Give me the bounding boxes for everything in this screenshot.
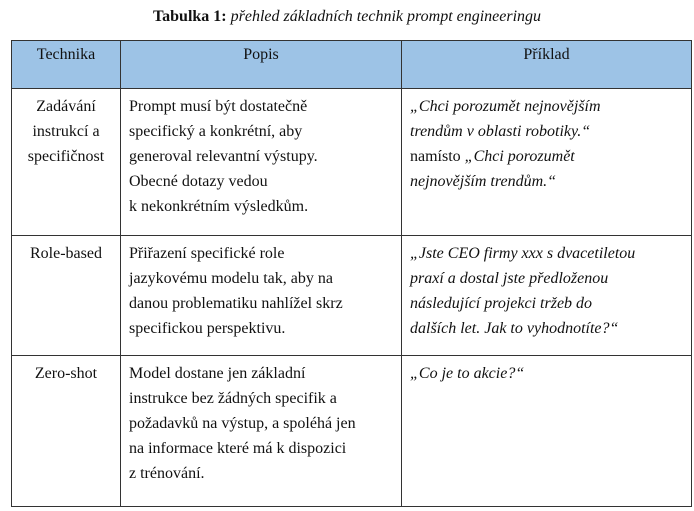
description-line: Prompt musí být dostatečně	[129, 98, 308, 115]
technique-line: Role-based	[30, 245, 102, 262]
description-line: instrukce bez žádných specifik a	[129, 390, 337, 407]
techniques-table	[11, 40, 692, 507]
description-line: požadavků na výstup, a spoléhá jen	[129, 415, 356, 432]
description-cell	[121, 356, 402, 507]
technique-cell	[12, 236, 121, 356]
technique-line: specifičnost	[27, 148, 105, 165]
description-line: specifickou perspektivu.	[129, 320, 286, 337]
technique-line: Zero-shot	[34, 365, 98, 382]
description-line: generoval relevantní výstupy.	[129, 148, 318, 165]
description-line: Model dostane jen základní	[129, 365, 306, 382]
table-row	[12, 356, 692, 507]
table-row	[12, 89, 692, 236]
technique-line: Zadávání	[36, 98, 96, 115]
example-connector: namísto	[410, 148, 465, 165]
description-line: jazykovému modelu tak, aby na	[129, 270, 333, 287]
description-cell	[121, 89, 402, 236]
example-line: trendům v oblasti robotiky.“	[410, 123, 591, 140]
example-line: praxí a dostal jste předloženou	[410, 270, 609, 287]
header-description: Popis	[121, 41, 402, 89]
description-line: Obecné dotazy vedou	[129, 173, 268, 190]
caption-text: přehled základních technik prompt engineeringu	[230, 8, 542, 25]
example-line: nejnovějším trendům.“	[410, 173, 557, 190]
description-line: specifický a konkrétní, aby	[129, 123, 303, 140]
example-line: „Chci porozumět nejnovějším	[410, 98, 601, 115]
description-line: na informace které má k dispozici	[129, 440, 347, 457]
table-caption	[0, 7, 694, 27]
example-cell	[402, 89, 692, 236]
example-line: následující projekci tržeb do	[410, 295, 593, 312]
example-cell	[402, 236, 692, 356]
example-line: „Co je to akcie?“	[410, 365, 525, 382]
description-line: danou problematiku nahlížel skrz	[129, 295, 343, 312]
description-line: Přiřazení specifické role	[129, 245, 285, 262]
header-example: Příklad	[402, 41, 692, 89]
caption-label: Tabulka 1:	[152, 8, 227, 25]
technique-cell	[12, 89, 121, 236]
technique-line: instrukcí a	[32, 123, 100, 140]
description-cell	[121, 236, 402, 356]
example-line	[410, 144, 683, 169]
header-technique: Technika	[12, 41, 121, 89]
description-line: k nekonkrétním výsledkům.	[129, 198, 309, 215]
table-row	[12, 236, 692, 356]
example-line: „Jste CEO firmy xxx s dvacetiletou	[410, 245, 636, 262]
technique-cell	[12, 356, 121, 507]
example-line: dalších let. Jak to vyhodnotíte?“	[410, 320, 619, 337]
example-cell	[402, 356, 692, 507]
example-quote: „Chci porozumět	[464, 148, 575, 165]
table-header-row	[12, 41, 692, 89]
description-line: z trénování.	[129, 465, 205, 482]
